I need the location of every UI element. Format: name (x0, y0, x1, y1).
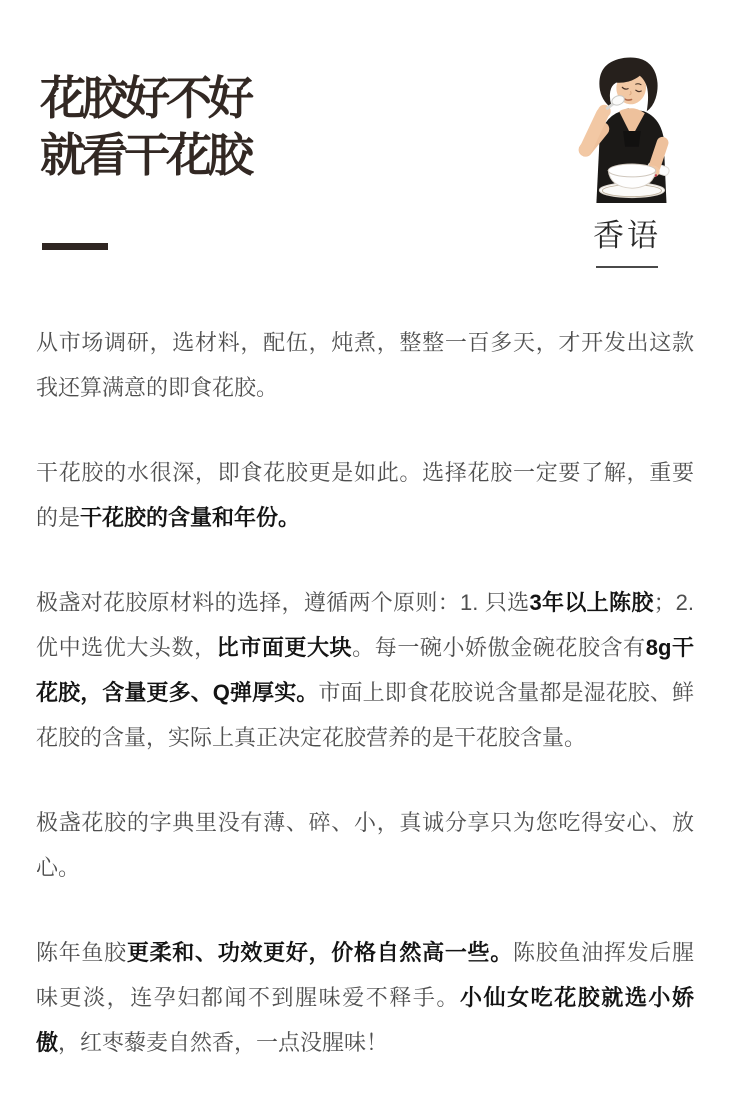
text-segment-bold: 更柔和、功效更好，价格自然高一些。 (126, 940, 513, 965)
paragraph (36, 450, 694, 540)
right-arm-shape (655, 143, 663, 167)
model-photo (552, 52, 702, 205)
text-segment: ；2. 优中选优大头数， (36, 590, 694, 660)
page-title-line-1: 花胶好不好 (40, 73, 250, 124)
text-segment: 干花胶的水很深，即食花胶更是如此。选择花胶一定要了解，重要的是 (36, 460, 694, 530)
camisole-shape (623, 131, 641, 147)
text-segment-bold: 干花胶的含量和年份。 (80, 505, 301, 530)
caption-underline-decoration (596, 266, 658, 268)
text-segment: 极盏对花胶原材料的选择，遵循两个原则：1. 只选 (36, 590, 530, 615)
text-segment: 极盏花胶的字典里没有薄、碎、小，真诚分享只为您吃得安心、放心。 (36, 810, 694, 880)
text-segment-bold: 小仙女吃花胶就选小娇傲 (36, 985, 694, 1055)
text-segment: ，红枣藜麦自然香，一点没腥味！ (58, 1030, 389, 1055)
text-segment: 陈胶鱼油挥发后腥味更淡，连孕妇都闻不到腥味爱不释手。 (36, 940, 694, 1010)
text-segment-bold: 3年以上陈胶 (529, 590, 654, 615)
page-title-line-2: 就看干花胶 (40, 130, 250, 181)
paragraph (36, 930, 694, 1065)
brand-caption: 香语 (593, 218, 661, 253)
paragraph (36, 320, 694, 410)
paragraph (36, 800, 694, 890)
text-segment: 陈年鱼胶 (36, 940, 127, 965)
text-segment-bold: 8g干花胶，含量更多、Q弹厚实。 (36, 635, 694, 705)
article-body (36, 320, 694, 1103)
paragraph (36, 580, 694, 760)
text-segment: 。每一碗小娇傲金碗花胶含有 (352, 635, 646, 660)
text-segment-bold: 比市面更大块 (216, 635, 353, 660)
text-segment: 从市场调研，选材料，配伍，炖煮，整整一百多天，才开发出这款我还算满意的即食花胶。 (36, 330, 694, 400)
title-dash-decoration (42, 243, 108, 250)
text-segment: 市面上即食花胶说含量都是湿花胶、鲜花胶的含量，实际上真正决定花胶营养的是干花胶含量。 (36, 680, 694, 750)
bowl-rim-shape (608, 164, 655, 177)
page-title (40, 70, 250, 184)
brand-column (552, 52, 702, 268)
